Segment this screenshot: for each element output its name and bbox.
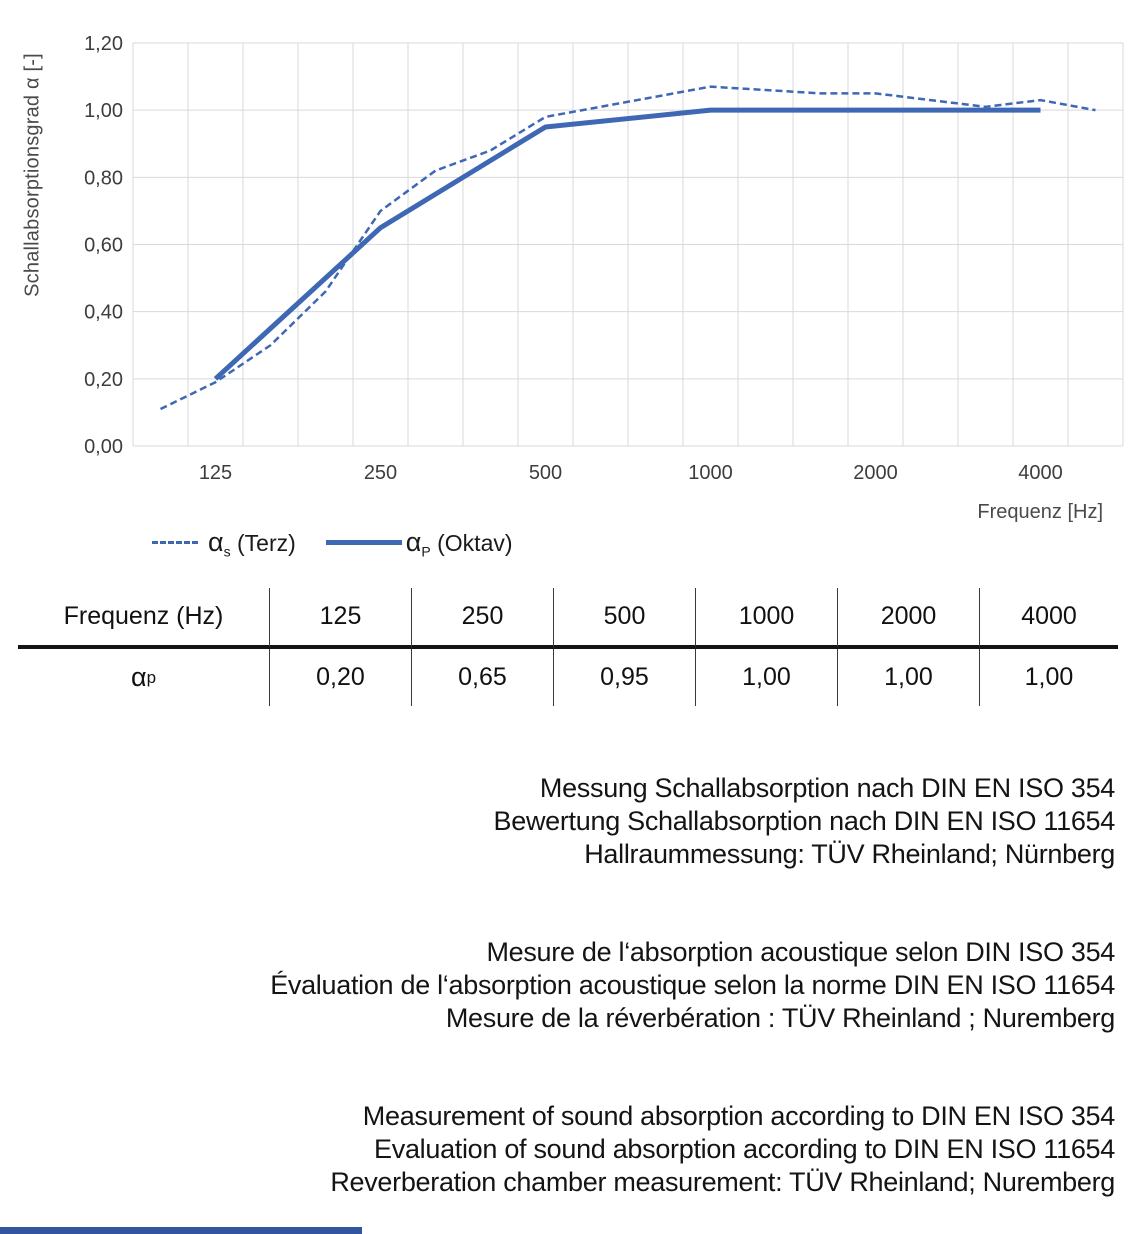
notes-german: [494, 772, 1115, 871]
table-cell-alpha-p: 1,00: [837, 649, 979, 706]
y-tick-label: 0,40: [84, 301, 123, 324]
table-cell-alpha-p: 0,20: [269, 649, 411, 706]
legend-label-terz: $\alpha_s$ (Terz): [208, 526, 296, 560]
y-tick-label: 1,00: [84, 100, 123, 123]
x-tick-label: 2000: [853, 462, 898, 484]
table-row-label-alpha-p: α p: [130, 662, 157, 692]
chart-plot-area: [0, 0, 1135, 580]
note-line: Mesure de la réverbération : TÜV Rheinland ; Nuremberg: [445, 1003, 1115, 1033]
notes-english: [330, 1100, 1115, 1199]
table-header-frequency: Frequenz (Hz): [18, 588, 269, 649]
note-line: Evaluation of sound absorption according to DIN EN ISO 11654: [374, 1134, 1115, 1164]
legend-dashed-line-sample: [152, 541, 198, 544]
y-tick-label: 0,60: [84, 234, 123, 257]
legend-label-oktav: $\alpha_P$ (Oktav): [405, 526, 513, 560]
legend-solid-line-sample: [326, 540, 402, 545]
x-tick-label: 500: [528, 462, 563, 484]
table-cell-alpha-p: 0,65: [411, 649, 553, 706]
x-tick-label: 4000: [1018, 462, 1063, 484]
table-header-value: 1000: [695, 588, 837, 649]
x-axis-title: Frequenz [Hz]: [977, 501, 1103, 523]
note-line: Mesure de l‘absorption acoustique selon DIN ISO 354: [486, 937, 1115, 967]
notes-french: [270, 936, 1115, 1035]
table-cell-alpha-p: 1,00: [979, 649, 1118, 706]
note-line: Bewertung Schallabsorption nach DIN EN ISO 11654: [493, 806, 1115, 836]
y-axis-title: Schallabsorptionsgrad α [-]: [21, 53, 44, 297]
y-tick-label: 0,20: [84, 368, 123, 391]
table-cell-alpha-p: 0,95: [553, 649, 695, 706]
note-line: Reverberation chamber measurement: TÜV Rheinland; Nuremberg: [330, 1167, 1115, 1197]
sound-absorption-chart: [0, 0, 1135, 580]
footer-accent-bar: [0, 1227, 362, 1234]
table-header-value: 4000: [979, 588, 1118, 649]
x-tick-label: 250: [363, 462, 398, 484]
x-tick-label: 125: [198, 462, 233, 484]
table-header-value: 250: [411, 588, 553, 649]
y-tick-label: 0,80: [84, 167, 123, 190]
table-header-value: 500: [553, 588, 695, 649]
y-tick-label: 0,00: [84, 436, 123, 458]
note-line: Hallraummessung: TÜV Rheinland; Nürnberg: [584, 839, 1115, 869]
x-tick-label: 1000: [688, 462, 733, 484]
y-tick-label: 1,20: [84, 33, 123, 55]
note-line: Measurement of sound absorption according to DIN EN ISO 354: [362, 1101, 1115, 1131]
table-header-value: 2000: [837, 588, 979, 649]
absorption-table: [18, 588, 1118, 706]
note-line: Évaluation de l‘absorption acoustique selon la norme DIN EN ISO 11654: [270, 970, 1115, 1000]
table-cell-alpha-p: 1,00: [695, 649, 837, 706]
table-header-value: 125: [269, 588, 411, 649]
note-line: Messung Schallabsorption nach DIN EN ISO 354: [539, 773, 1115, 803]
chart-legend: [152, 526, 543, 558]
